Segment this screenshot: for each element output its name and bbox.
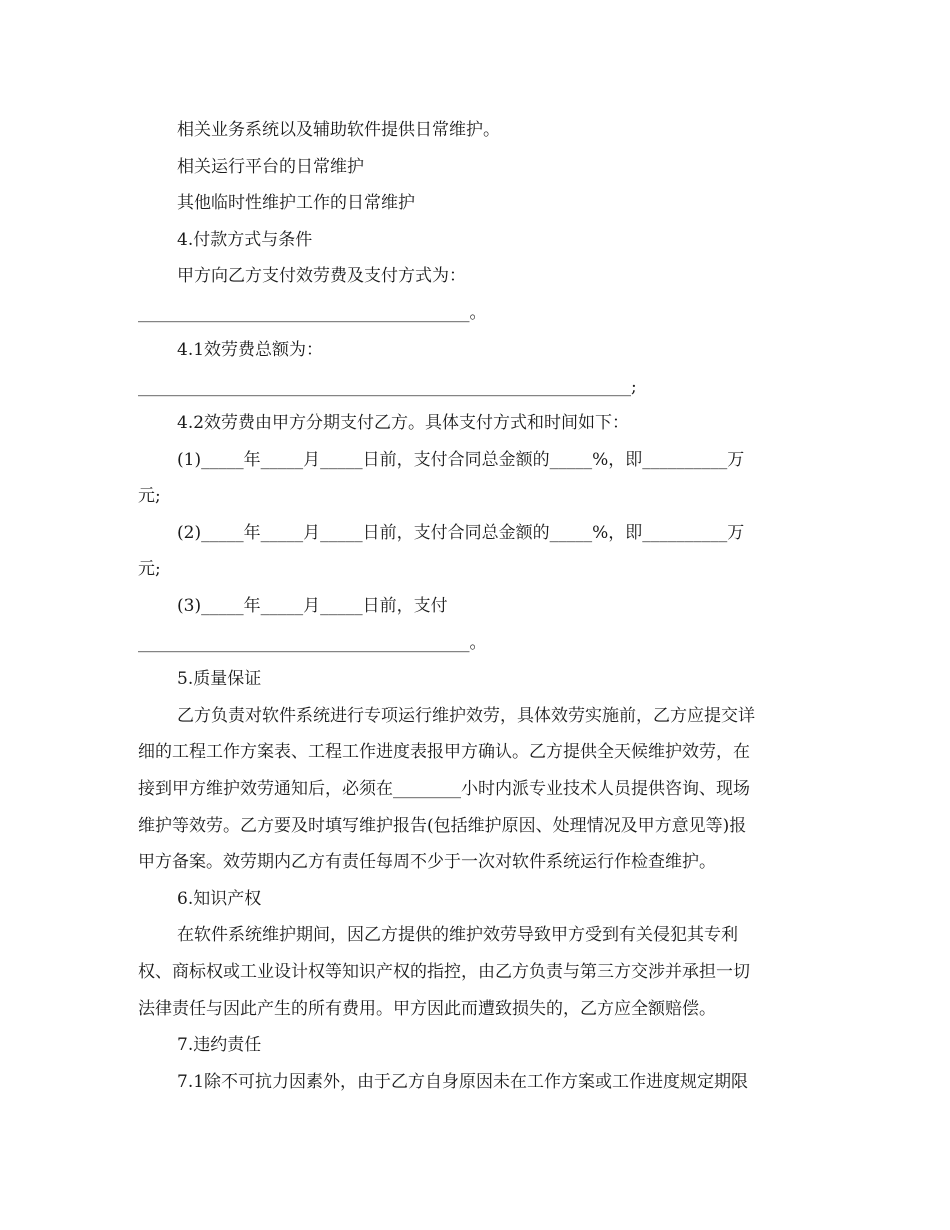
text-line: 权、商标权或工业设计权等知识产权的指控，由乙方负责与第三方交涉并承担一切 (138, 962, 750, 982)
text-line: 细的工程工作方案表、工程工作进度表报甲方确认。乙方提供全天候维护效劳，在 (138, 742, 750, 762)
text-line: 相关运行平台的日常维护 (177, 157, 364, 177)
text-line: 4.1效劳费总额为： (177, 340, 324, 360)
section-heading: 5.质量保证 (177, 669, 262, 689)
text-line: 法律责任与因此产生的所有费用。甲方因此而遭致损失的，乙方应全额赔偿。 (138, 999, 716, 1019)
text-line: 甲方向乙方支付效劳费及支付方式为： (177, 266, 466, 286)
payment-item: (1)_____年_____月_____日前，支付合同总金额的_____%，即__________万 (177, 450, 745, 470)
section-heading: 7.违约责任 (177, 1035, 262, 1055)
section-heading: 6.知识产权 (177, 889, 262, 909)
text-line: 其他临时性维护工作的日常维护 (177, 193, 415, 213)
text-line: 接到甲方维护效劳通知后，必须在________小时内派专业技术人员提供咨询、现场 (138, 779, 750, 799)
text-line: 在软件系统维护期间，因乙方提供的维护效劳导致甲方受到有关侵犯其专利 (177, 925, 738, 945)
text-line: 维护等效劳。乙方要及时填写维护报告(包括维护原因、处理情况及甲方意见等)报 (138, 816, 747, 836)
blank-line: __________________________________________________________; (138, 377, 637, 397)
text-line: 乙方负责对软件系统进行专项运行维护效劳，具体效劳实施前，乙方应提交详 (177, 706, 755, 726)
text-line: 4.2效劳费由甲方分期支付乙方。具体支付方式和时间如下： (177, 413, 630, 433)
text-line: 元; (138, 486, 161, 506)
text-line: 元; (138, 559, 161, 579)
blank-line: _______________________________________。 (138, 633, 487, 653)
payment-item: (3)_____年_____月_____日前，支付 (177, 596, 448, 616)
text-line: 7.1除不可抗力因素外，由于乙方自身原因未在工作方案或工作进度规定期限 (177, 1072, 749, 1092)
blank-line: _______________________________________。 (138, 303, 487, 323)
text-line: 甲方备案。效劳期内乙方有责任每周不少于一次对软件系统运行作检查维护。 (138, 852, 716, 872)
section-heading: 4.付款方式与条件 (177, 230, 313, 250)
text-line: 相关业务系统以及辅助软件提供日常维护。 (177, 120, 500, 140)
payment-item: (2)_____年_____月_____日前，支付合同总金额的_____%，即__________万 (177, 523, 745, 543)
